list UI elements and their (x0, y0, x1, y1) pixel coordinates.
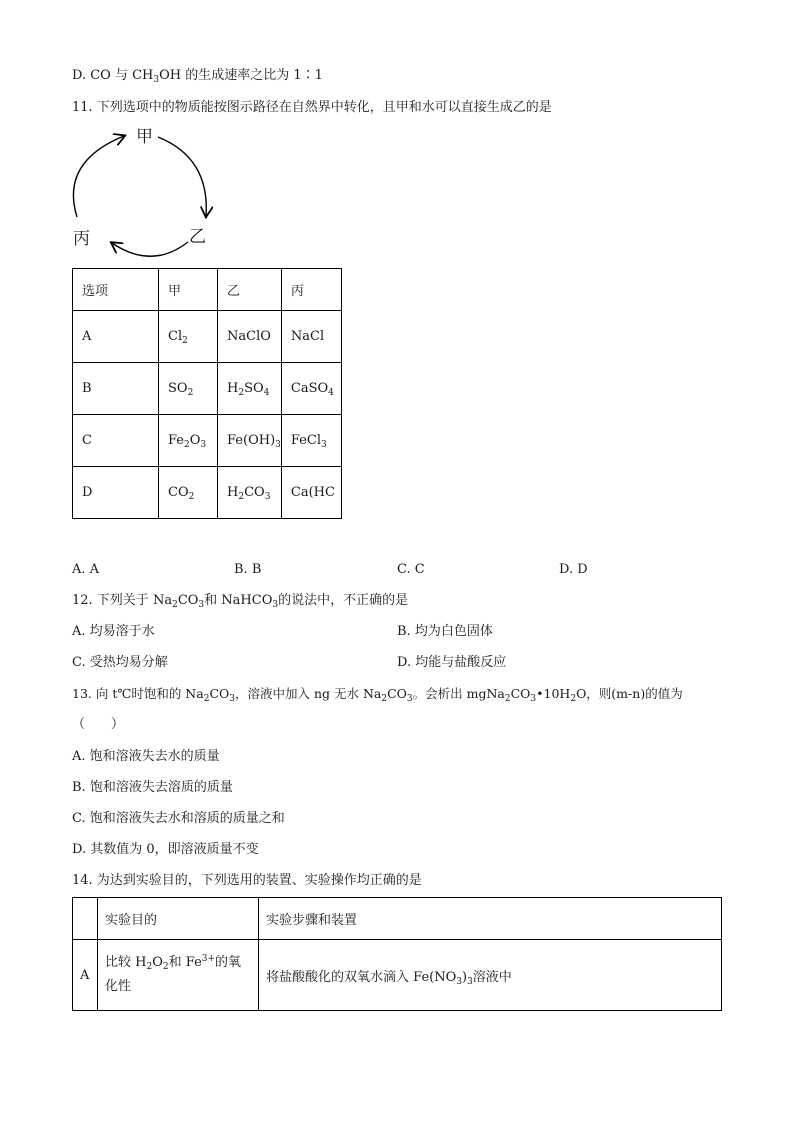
label-bing: 丙 (73, 229, 90, 249)
option-cell: C (73, 415, 159, 467)
option-cell: B (73, 363, 159, 415)
q13-choice-a: A. 饱和溶液失去水的质量 (72, 749, 220, 764)
purpose-cell: 比较 $H_2O_2$和 $Fe^{3+}$的氧 化性 (98, 940, 259, 1011)
q13-choice-d: D. 其数值为 0，即溶液质量不变 (72, 842, 259, 857)
q12-choice-c: C. 受热均易分解 (72, 655, 168, 670)
jia-cell: $CO_2$ (159, 467, 218, 519)
header-cell: 实验步骤和装置 (259, 898, 722, 940)
arrow-bing-to-jia (73, 136, 124, 217)
option-cell: D (73, 467, 159, 519)
header-cell: 丙 (281, 269, 341, 311)
q12-choice-d: D. 均能与盐酸反应 (397, 655, 507, 670)
arrow-jia-to-yi (158, 137, 206, 216)
yi-cell: $H_2SO_4$ (218, 363, 282, 415)
header-cell (73, 898, 98, 940)
table-header-row (73, 269, 342, 311)
option-cell: A (73, 311, 159, 363)
q11-stem: 11. 下列选项中的物质能按图示路径在自然界中转化，且甲和水可以直接生成乙的是 (72, 100, 552, 115)
option-cell: A (73, 940, 98, 1011)
q12-choice-b: B. 均为白色固体 (397, 624, 493, 639)
table-row (73, 415, 342, 467)
table-row (73, 467, 342, 519)
header-cell: 乙 (218, 269, 282, 311)
yi-cell: $H_2CO_3$ (218, 467, 282, 519)
arrow-yi-to-bing (112, 242, 188, 256)
label-yi: 乙 (189, 227, 206, 247)
header-cell: 实验目的 (98, 898, 259, 940)
bing-cell: Ca(HC (281, 467, 341, 519)
bing-cell: NaCl (281, 311, 341, 363)
q13-answer-bracket: （ ） (72, 717, 125, 732)
q13-choice-b: B. 饱和溶液失去溶质的质量 (72, 780, 233, 795)
table-header-row (73, 898, 722, 940)
bing-cell: CaSO$_4$ (281, 363, 341, 415)
header-cell: 甲 (159, 269, 218, 311)
q12-stem: 12. 下列关于 $Na_2CO_3$和 NaHCO$_3$的说法中，不正确的是 (72, 593, 409, 610)
q11-choice-d: D. D (559, 562, 588, 577)
q14-stem: 14. 为达到实验目的，下列选用的装置、实验操作均正确的是 (72, 873, 422, 888)
jia-cell: $SO_2$ (159, 363, 218, 415)
table-row (73, 363, 342, 415)
q11-choice-c: C. C (397, 562, 425, 577)
yi-cell: $Fe(OH)_3$ (218, 415, 282, 467)
q10-option-d: D. CO 与 $CH_3OH$ 的生成速率之比为 1∶1 (72, 68, 323, 85)
q13-choice-c: C. 饱和溶液失去水和溶质的质量之和 (72, 811, 285, 826)
header-cell: 选项 (73, 269, 159, 311)
q12-choice-a: A. 均易溶于水 (72, 624, 155, 639)
q11-choice-b: B. B (234, 562, 262, 577)
yi-cell: NaClO (218, 311, 282, 363)
q13-stem: 13. 向 t℃时饱和的 $Na_2CO_3$，溶液中加入 ng 无水 $Na_2CO_3$。会析出 $mgNa_2CO_3•10H_2O$，则(m-n)的值为 (72, 686, 683, 704)
q11-table (72, 268, 342, 519)
jia-cell: $Cl_2$ (159, 311, 218, 363)
table-row (73, 311, 342, 363)
bing-cell: FeCl$_3$ (281, 415, 341, 467)
q14-table (72, 897, 722, 1011)
q11-choice-a: A. A (72, 562, 100, 577)
table-row (73, 940, 722, 1011)
jia-cell: $Fe_2O_3$ (159, 415, 218, 467)
step-cell: 将盐酸酸化的双氧水滴入 $Fe(NO_3)_3$溶液中 (259, 940, 722, 1011)
label-jia: 甲 (136, 127, 153, 147)
